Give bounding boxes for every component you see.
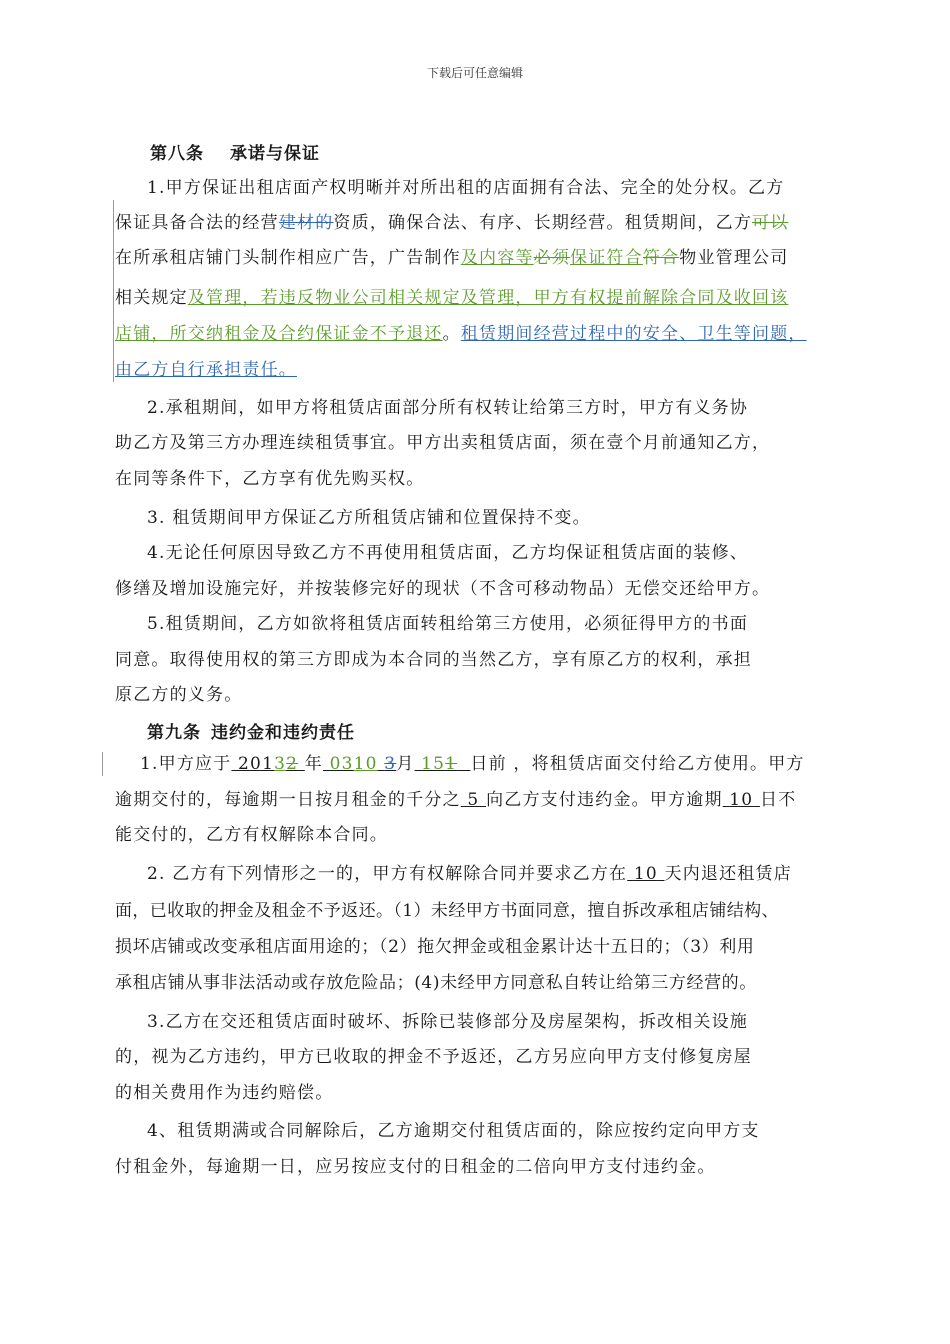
inserted-text: 及管理，若违反物业公司相关规定及管理，甲方有权提前解除合同及收回该 <box>187 288 789 308</box>
a8-p1-line6 <box>115 358 297 382</box>
deleted-text: 可以 <box>752 213 789 233</box>
a9-p3-line1: 3.乙方在交还租赁店面时破坏、拆除已装修部分及房屋架构，拆改相关设施 <box>147 1012 749 1032</box>
a9-p2-line1: 2. 乙方有下列情形之一的，甲方有权解除合同并要求乙方在 10 天内退还租赁店 <box>147 864 792 884</box>
a8-p1-line2: 保证具备合法的经营建材的资质，确保合法、有序、长期经营。租赁期间，乙方可以 <box>115 213 789 233</box>
article-8-title: 承诺与保证 <box>230 144 320 164</box>
page-header: 下载后可任意编辑 <box>426 66 523 80</box>
deleted-text: 必须 <box>533 248 571 268</box>
a9-p2-line4: 承租店铺从事非法活动或存放危险品；(4)未经甲方同意私自转让给第三方经营的。 <box>115 973 757 993</box>
a8-p2-line2: 助乙方及第三方办理连续租赁事宜。甲方出卖租赁店面，须在壹个月前通知乙方， <box>115 433 771 453</box>
inserted-text: 店铺，所交纳租金及合约保证金不予退还 <box>115 324 443 344</box>
a9-p4-line1: 4、租赁期满或合同解除后，乙方逾期交付租赁店面的，除应按约定向甲方支 <box>147 1121 760 1141</box>
a8-p2-line3: 在同等条件下，乙方享有优先购买权。 <box>115 469 425 489</box>
a9-p2-line2: 面，已收取的押金及租金不予返还。（1）未经甲方书面同意，擅自拆改承租店铺结构、 <box>115 901 779 921</box>
a8-p5-line2: 同意。取得使用权的第三方即成为本合同的当然乙方，享有原乙方的权利，承担 <box>115 650 752 670</box>
a9-p3-line3: 的相关费用作为违约赔偿。 <box>115 1083 334 1103</box>
a8-p4-line2: 修缮及增加设施完好，并按装修完好的现状（不含可移动物品）无偿交还给甲方。 <box>115 579 771 599</box>
inserted-text: 及内容等 <box>460 248 534 268</box>
article-9-number: 第九条 <box>147 723 201 743</box>
a8-p1-line4: 相关规定及管理，若违反物业公司相关规定及管理，甲方有权提前解除合同及收回该 <box>115 288 789 308</box>
a8-p1-line1: 1.甲方保证出租店面产权明晰并对所出租的店面拥有合法、完全的处分权。乙方 <box>147 178 785 198</box>
a9-p3-line2: 的，视为乙方违约，甲方已收取的押金不予返还，乙方另应向甲方支付修复房屋 <box>115 1047 752 1067</box>
a9-p1-line2: 逾期交付的，每逾期一日按月租金的千分之 5 向乙方支付违约金。甲方逾期 10 日不 <box>115 790 797 810</box>
article-8-heading <box>150 139 320 164</box>
a8-p1-line5: 店铺，所交纳租金及合约保证金不予退还。租赁期间经营过程中的安全、卫生等问题， <box>115 324 807 344</box>
article-8-number: 第八条 <box>150 144 204 164</box>
a9-p1-line1: 1.甲方应于 20132 年 0310 3月 151 日前 ，将租赁店面交付给乙方使用。甲方 <box>140 754 805 774</box>
a9-p1-line3: 能交付的，乙方有权解除本合同。 <box>115 825 388 845</box>
deleted-text: 符合 <box>642 248 680 268</box>
a8-p3: 3. 租赁期间甲方保证乙方所租赁店铺和位置保持不变。 <box>147 508 591 528</box>
deleted-text: 建材的 <box>278 213 334 233</box>
a8-p4-line1: 4.无论任何原因导致乙方不再使用租赁店面，乙方均保证租赁店面的装修、 <box>147 543 749 563</box>
a8-p5-line1: 5.租赁期间，乙方如欲将租赁店面转租给第三方使用，必须征得甲方的书面 <box>147 614 749 634</box>
inserted-text: 租赁期间经营过程中的安全、卫生等问题， <box>460 324 807 344</box>
inserted-text: 由乙方自行承担责任。 <box>115 360 297 380</box>
a8-p5-line3: 原乙方的义务。 <box>115 685 243 705</box>
revision-bar <box>113 200 114 382</box>
revision-bar <box>102 752 103 776</box>
a8-p2-line1: 2.承租期间，如甲方将租赁店面部分所有权转让给第三方时，甲方有义务协 <box>147 398 749 418</box>
a8-p1-line3: 在所承租店铺门头制作相应广告，广告制作及内容等必须保证符合符合物业管理公司 <box>115 248 789 268</box>
inserted-text: 保证符合 <box>570 248 643 268</box>
a9-p2-line3: 损坏店铺或改变承租店面用途的；（2）拖欠押金或租金累计达十五日的；（3）利用 <box>115 937 755 957</box>
a9-p4-line2: 付租金外，每逾期一日，应另按应支付的日租金的二倍向甲方支付违约金。 <box>115 1157 716 1177</box>
article-9-title: 违约金和违约责任 <box>211 723 355 743</box>
article-9-heading <box>147 718 355 743</box>
